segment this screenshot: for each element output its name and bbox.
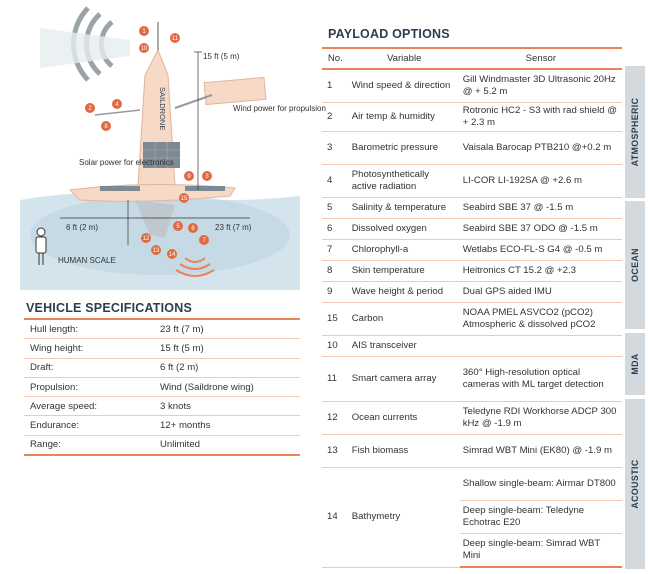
marker-8: 8 (104, 124, 108, 130)
spec-row (24, 435, 300, 455)
payload-no: 5 (322, 198, 349, 219)
payload-sensor (460, 336, 622, 357)
payload-row (322, 261, 622, 282)
band-mda: MDA (625, 333, 645, 395)
payload-row (322, 303, 622, 336)
payload-sensor: Rotronic HC2 - S3 with rad shield @ + 2.3 m (460, 103, 622, 132)
marker-6: 6 (191, 226, 195, 232)
payload-variable: Chlorophyll-a (349, 240, 460, 261)
payload-no: 1 (322, 69, 349, 103)
spec-value: 23 ft (7 m) (160, 319, 300, 339)
spec-value: 3 knots (160, 397, 300, 416)
payload-options-table (322, 47, 622, 568)
payload-sensor: Deep single-beam: Teledyne Echotrac E20 (460, 501, 622, 534)
marker-13: 13 (152, 248, 160, 254)
marker-11: 11 (171, 36, 179, 42)
payload-row (322, 336, 622, 357)
spec-label: Endurance: (24, 416, 160, 435)
marker-15: 15 (180, 196, 188, 202)
spec-label: Wing height: (24, 339, 160, 358)
marker-4: 4 (115, 102, 119, 108)
marker-5: 5 (176, 224, 180, 230)
payload-row (322, 402, 622, 435)
payload-variable: Dissolved oxygen (349, 219, 460, 240)
spec-row (24, 319, 300, 339)
vehicle-specs-table (24, 318, 300, 456)
payload-variable: Smart camera array (349, 357, 460, 402)
payload-row (322, 198, 622, 219)
payload-variable: Barometric pressure (349, 132, 460, 165)
header-sensor: Sensor (460, 48, 622, 69)
payload-variable: Air temp & humidity (349, 103, 460, 132)
payload-sensor: Seabird SBE 37 ODO @ -1.5 m (460, 219, 622, 240)
payload-row (322, 165, 622, 198)
solar-power-label: Solar power for electronics (79, 158, 174, 167)
header-no: No. (322, 48, 349, 69)
payload-sensor: Seabird SBE 37 @ -1.5 m (460, 198, 622, 219)
band-ocean: OCEAN (625, 201, 645, 329)
payload-sensor: 360° High-resolution optical cameras with ML target detection (460, 357, 622, 402)
spec-value: 6 ft (2 m) (160, 358, 300, 377)
payload-variable: Skin temperature (349, 261, 460, 282)
marker-14: 14 (168, 252, 176, 258)
human-scale-label: HUMAN SCALE (58, 256, 116, 265)
spec-value: 15 ft (5 m) (160, 339, 300, 358)
payload-no: 6 (322, 219, 349, 240)
payload-no: 13 (322, 435, 349, 468)
payload-sensor: Vaisala Barocap PTB210 @+0.2 m (460, 132, 622, 165)
hull-length-label: 23 ft (7 m) (215, 223, 252, 232)
payload-row (322, 240, 622, 261)
wing-height-label: 15 ft (5 m) (203, 52, 240, 61)
marker-1: 1 (142, 29, 146, 35)
payload-variable: Photosynthetically active radiation (349, 165, 460, 198)
payload-row (322, 103, 622, 132)
marker-7: 7 (202, 238, 206, 244)
marker-9: 9 (187, 174, 191, 180)
payload-variable: AIS transceiver (349, 336, 460, 357)
payload-sensor: Gill Windmaster 3D Ultrasonic 20Hz @ + 5.2 m (460, 69, 622, 103)
payload-variable: Ocean currents (349, 402, 460, 435)
marker-2: 2 (88, 106, 92, 112)
spec-label: Propulsion: (24, 377, 160, 396)
payload-no: 15 (322, 303, 349, 336)
payload-row (322, 132, 622, 165)
spec-row (24, 397, 300, 416)
payload-no: 11 (322, 357, 349, 402)
spec-label: Range: (24, 435, 160, 455)
spec-value: 12+ months (160, 416, 300, 435)
payload-sensor: LI-COR LI-192SA @ +2.6 m (460, 165, 622, 198)
payload-no: 8 (322, 261, 349, 282)
payload-no: 10 (322, 336, 349, 357)
payload-row (322, 435, 622, 468)
payload-variable: Salinity & temperature (349, 198, 460, 219)
wing-brand-text: SAILDRONE (158, 87, 167, 131)
payload-variable: Bathymetry (349, 468, 460, 568)
payload-sensor: Dual GPS aided IMU (460, 282, 622, 303)
wind-power-label: Wind power for propulsion (233, 104, 326, 113)
payload-options-title: PAYLOAD OPTIONS (328, 27, 450, 41)
payload-sensor: Simrad WBT Mini (EK80) @ -1.9 m (460, 435, 622, 468)
marker-10: 10 (140, 46, 148, 52)
payload-no: 12 (322, 402, 349, 435)
payload-variable: Fish biomass (349, 435, 460, 468)
payload-row (322, 69, 622, 103)
marker-12: 12 (142, 236, 150, 242)
spec-value: Unlimited (160, 435, 300, 455)
spec-row (24, 339, 300, 358)
payload-header-row (322, 48, 622, 69)
header-variable: Variable (349, 48, 460, 69)
payload-no: 9 (322, 282, 349, 303)
payload-variable: Wave height & period (349, 282, 460, 303)
payload-sensor: Heitronics CT 15.2 @ +2.3 (460, 261, 622, 282)
payload-row (322, 219, 622, 240)
spec-label: Hull length: (24, 319, 160, 339)
draft-label: 6 ft (2 m) (66, 223, 99, 232)
spec-row (24, 377, 300, 396)
spec-label: Draft: (24, 358, 160, 377)
payload-no: 14 (322, 468, 349, 568)
payload-sensor: NOAA PMEL ASVCO2 (pCO2) Atmospheric & dissolved pCO2 (460, 303, 622, 336)
saildrone-diagram (0, 0, 326, 290)
spec-row (24, 358, 300, 377)
payload-no: 4 (322, 165, 349, 198)
payload-no: 2 (322, 103, 349, 132)
payload-no: 3 (322, 132, 349, 165)
vehicle-specs-title: VEHICLE SPECIFICATIONS (26, 301, 192, 315)
band-acoustic: ACOUSTIC (625, 399, 645, 569)
payload-sensor: Deep single-beam: Simrad WBT Mini (460, 534, 622, 568)
right-panel (322, 0, 650, 574)
spec-value: Wind (Saildrone wing) (160, 377, 300, 396)
payload-variable: Carbon (349, 303, 460, 336)
payload-sensor: Shallow single-beam: Airmar DT800 (460, 468, 622, 501)
payload-row (322, 282, 622, 303)
payload-row (322, 357, 622, 402)
spec-row (24, 416, 300, 435)
marker-3: 3 (205, 174, 209, 180)
payload-variable: Wind speed & direction (349, 69, 460, 103)
payload-row (322, 468, 622, 501)
band-atmospheric: ATMOSPHERIC (625, 66, 645, 198)
spec-label: Average speed: (24, 397, 160, 416)
payload-sensor: Teledyne RDI Workhorse ADCP 300 kHz @ -1.9 m (460, 402, 622, 435)
payload-no: 7 (322, 240, 349, 261)
payload-sensor: Wetlabs ECO-FL-S G4 @ -0.5 m (460, 240, 622, 261)
